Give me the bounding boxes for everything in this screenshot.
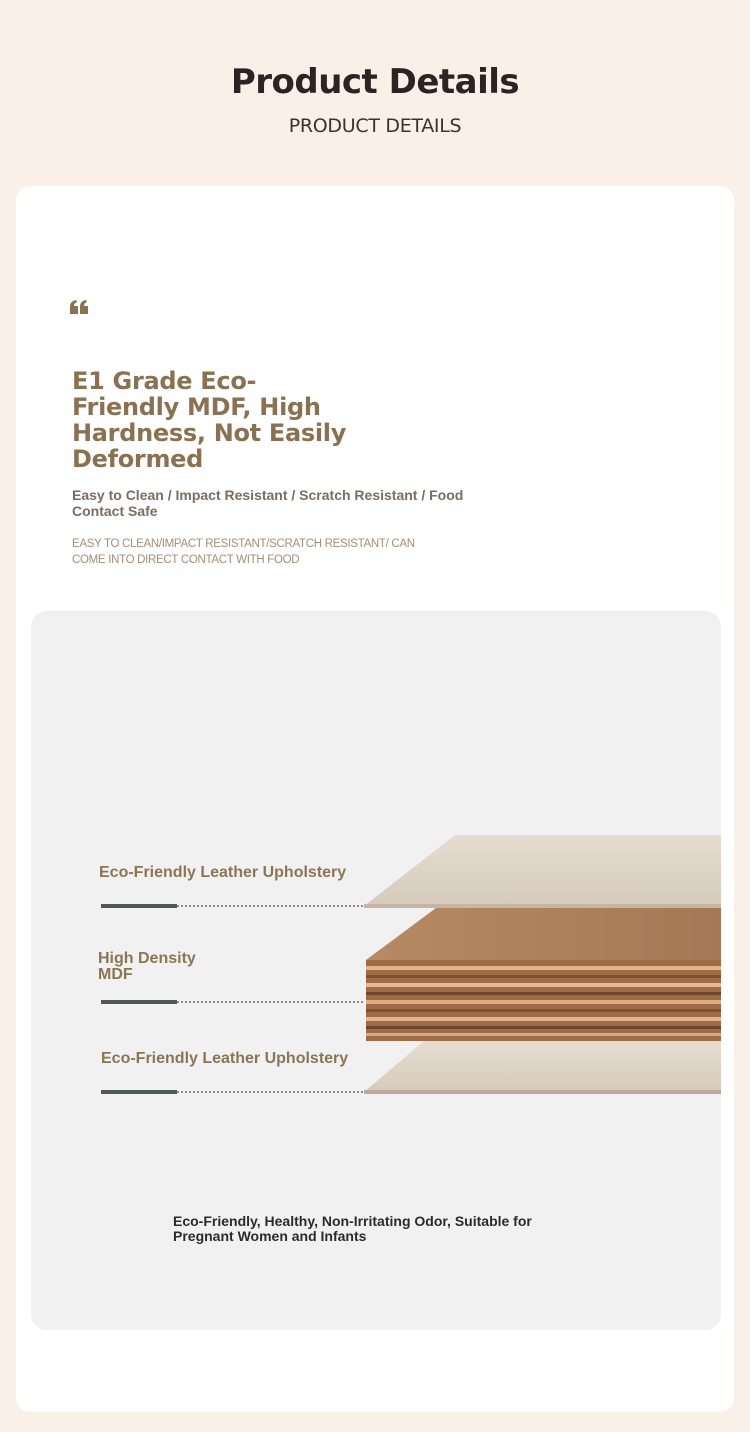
layer-label-middle: High Density MDF — [98, 950, 196, 983]
bottom-leather-layer — [364, 1041, 721, 1092]
layer-label-top: Eco-Friendly Leather Upholstery — [99, 864, 347, 881]
leader-line-top — [101, 904, 364, 908]
leader-line-middle — [101, 1000, 364, 1004]
quote-icon — [70, 300, 90, 314]
layer-label-bottom: Eco-Friendly Leather Upholstery — [101, 1050, 349, 1067]
leader-line-bottom — [101, 1090, 364, 1094]
page-title: Product Details — [230, 62, 520, 102]
description: Easy to Clean / Impact Resistant / Scratch Resistant / Food Contact Safe — [72, 487, 464, 519]
headline: E1 Grade Eco-Friendly MDF, High Hardness, Not Easily Deformed — [72, 367, 347, 473]
mdf-edge — [366, 960, 721, 1041]
bottom-note: Eco-Friendly, Healthy, Non-Irritating Odor, Suitable for Pregnant Women and Infants — [173, 1213, 532, 1244]
layer-diagram-panel — [31, 611, 721, 1330]
top-leather-layer — [364, 835, 721, 906]
description-caps: EASY TO CLEAN/IMPACT RESISTANT/SCRATCH RESISTANT/ CAN COME INTO DIRECT CONTACT WITH FOOD — [72, 538, 415, 566]
mdf-top-face — [366, 908, 721, 960]
page-subtitle: PRODUCT DETAILS — [288, 115, 462, 137]
